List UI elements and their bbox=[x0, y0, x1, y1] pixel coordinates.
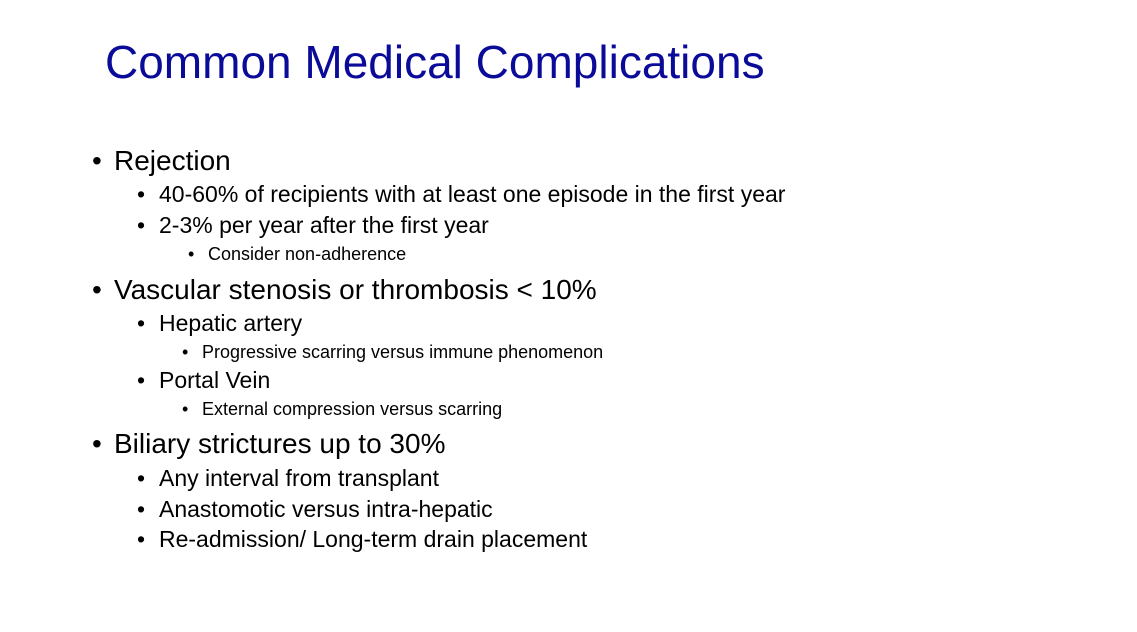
bullet-icon: • bbox=[137, 181, 146, 207]
bullet-item-anastomotic bbox=[137, 495, 493, 523]
bullet-item-rejection bbox=[92, 144, 231, 178]
bullet-item-readmission bbox=[137, 525, 587, 553]
bullet-icon: • bbox=[92, 274, 102, 305]
bullet-item-annual-rate bbox=[137, 211, 489, 239]
slide-title: Common Medical Complications bbox=[105, 36, 765, 88]
bullet-icon: • bbox=[92, 428, 102, 459]
bullet-icon: • bbox=[137, 465, 146, 491]
bullet-icon: • bbox=[137, 526, 146, 552]
bullet-text: Hepatic artery bbox=[159, 310, 303, 336]
bullet-text: Progressive scarring versus immune phenomenon bbox=[202, 342, 604, 362]
bullet-text: Portal Vein bbox=[159, 367, 271, 393]
bullet-item-non-adherence bbox=[188, 243, 406, 265]
bullet-icon: • bbox=[137, 496, 146, 522]
bullet-text: 40-60% of recipients with at least one episode in the first year bbox=[159, 181, 786, 207]
bullet-text: External compression versus scarring bbox=[202, 399, 503, 419]
bullet-text: Rejection bbox=[114, 145, 231, 176]
bullet-text: Vascular stenosis or thrombosis < 10% bbox=[114, 274, 597, 305]
bullet-text: Any interval from transplant bbox=[159, 465, 439, 491]
bullet-icon: • bbox=[137, 367, 146, 393]
bullet-text: Consider non-adherence bbox=[208, 244, 407, 264]
bullet-item-hepatic-artery bbox=[137, 309, 302, 337]
bullet-item-biliary bbox=[92, 427, 445, 461]
bullet-text: Anastomotic versus intra-hepatic bbox=[159, 496, 493, 522]
bullet-icon: • bbox=[92, 145, 102, 176]
bullet-icon: • bbox=[137, 212, 146, 238]
bullet-item-any-interval bbox=[137, 464, 439, 492]
bullet-text: Re-admission/ Long-term drain placement bbox=[159, 526, 588, 552]
bullet-item-portal-vein bbox=[137, 366, 270, 394]
bullet-icon: • bbox=[182, 399, 189, 419]
bullet-icon: • bbox=[188, 244, 195, 264]
bullet-text: 2-3% per year after the first year bbox=[159, 212, 489, 238]
bullet-item-external-compression bbox=[182, 398, 502, 420]
bullet-icon: • bbox=[137, 310, 146, 336]
bullet-item-progressive-scarring bbox=[182, 341, 603, 363]
bullet-item-vascular bbox=[92, 273, 597, 307]
bullet-icon: • bbox=[182, 342, 189, 362]
bullet-item-rejection-rate bbox=[137, 180, 785, 208]
bullet-text: Biliary strictures up to 30% bbox=[114, 428, 446, 459]
